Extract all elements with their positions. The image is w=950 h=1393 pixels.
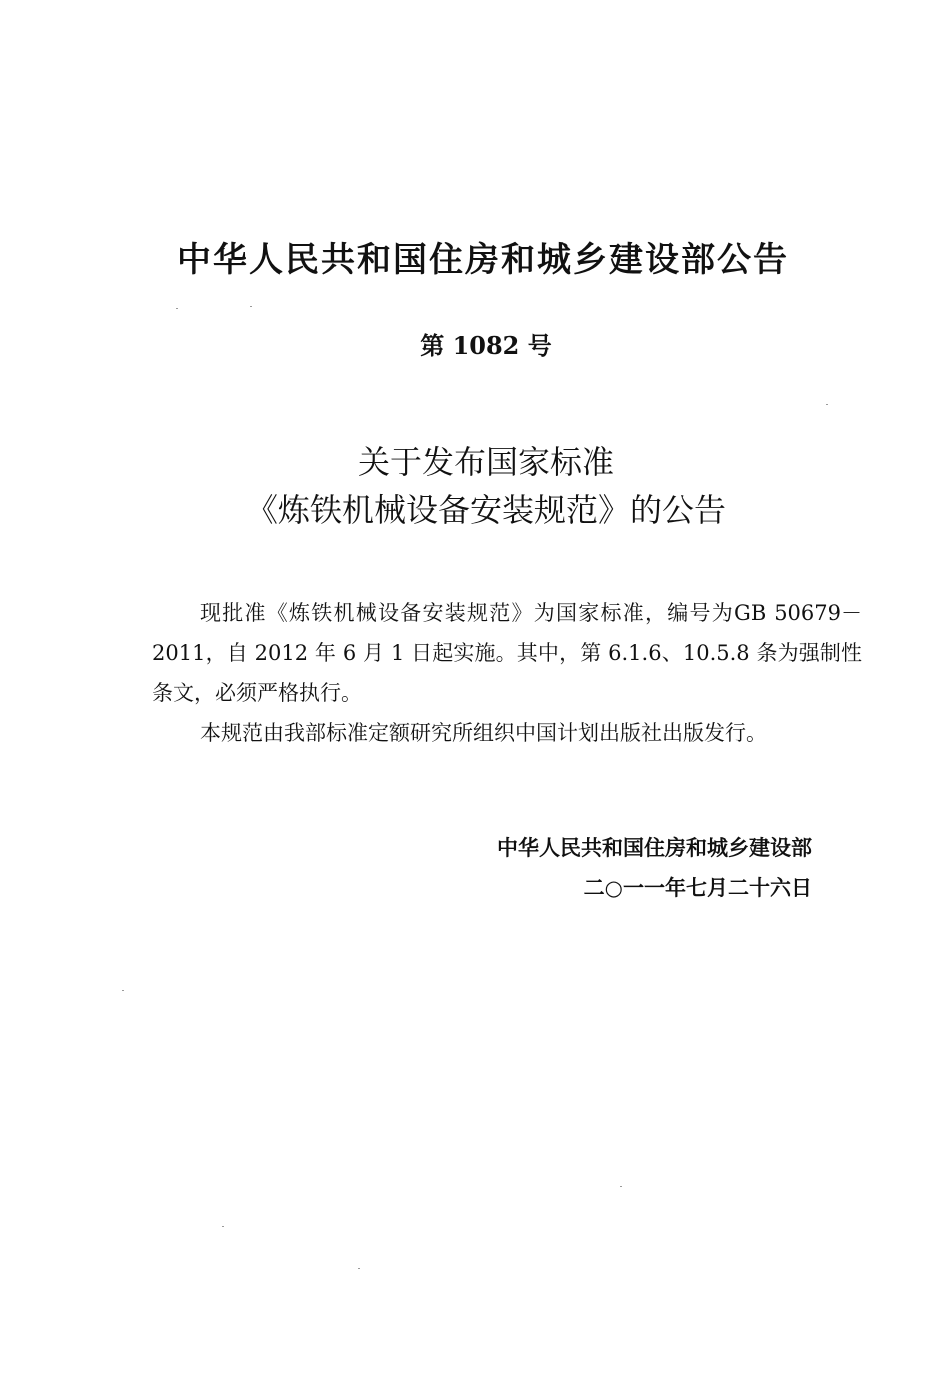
scan-speck bbox=[620, 1186, 622, 1187]
body-paragraph-2: 本规范由我部标准定额研究所组织中国计划出版社出版发行。 bbox=[200, 721, 767, 745]
announcement-body bbox=[152, 593, 862, 753]
scan-speck bbox=[176, 308, 178, 309]
body-paragraph-1: 现批准《炼铁机械设备安装规范》为国家标准，编号为GB 50679－2011，自 2012 年 6 月 1 日起实施。其中，第 6.1.6、10.5.8 条为强制性条文，必须严格执行。 bbox=[152, 601, 862, 705]
announcement-number: 第 1082 号 bbox=[420, 331, 552, 360]
subject-line-1: 关于发布国家标准 bbox=[357, 443, 614, 481]
scan-speck bbox=[358, 1268, 360, 1269]
scan-speck bbox=[222, 1226, 224, 1227]
scan-speck bbox=[250, 306, 252, 307]
issuer-name: 中华人民共和国住房和城乡建设部 bbox=[497, 836, 812, 860]
issue-date: 二○一一年七月二十六日 bbox=[583, 876, 812, 900]
signature-block bbox=[497, 828, 812, 908]
scan-speck bbox=[826, 404, 828, 405]
announcement-subject bbox=[0, 438, 950, 534]
subject-line-2: 《炼铁机械设备安装规范》的公告 bbox=[245, 491, 726, 529]
scan-speck bbox=[122, 990, 124, 991]
ministry-title: 中华人民共和国住房和城乡建设部公告 bbox=[177, 240, 789, 280]
